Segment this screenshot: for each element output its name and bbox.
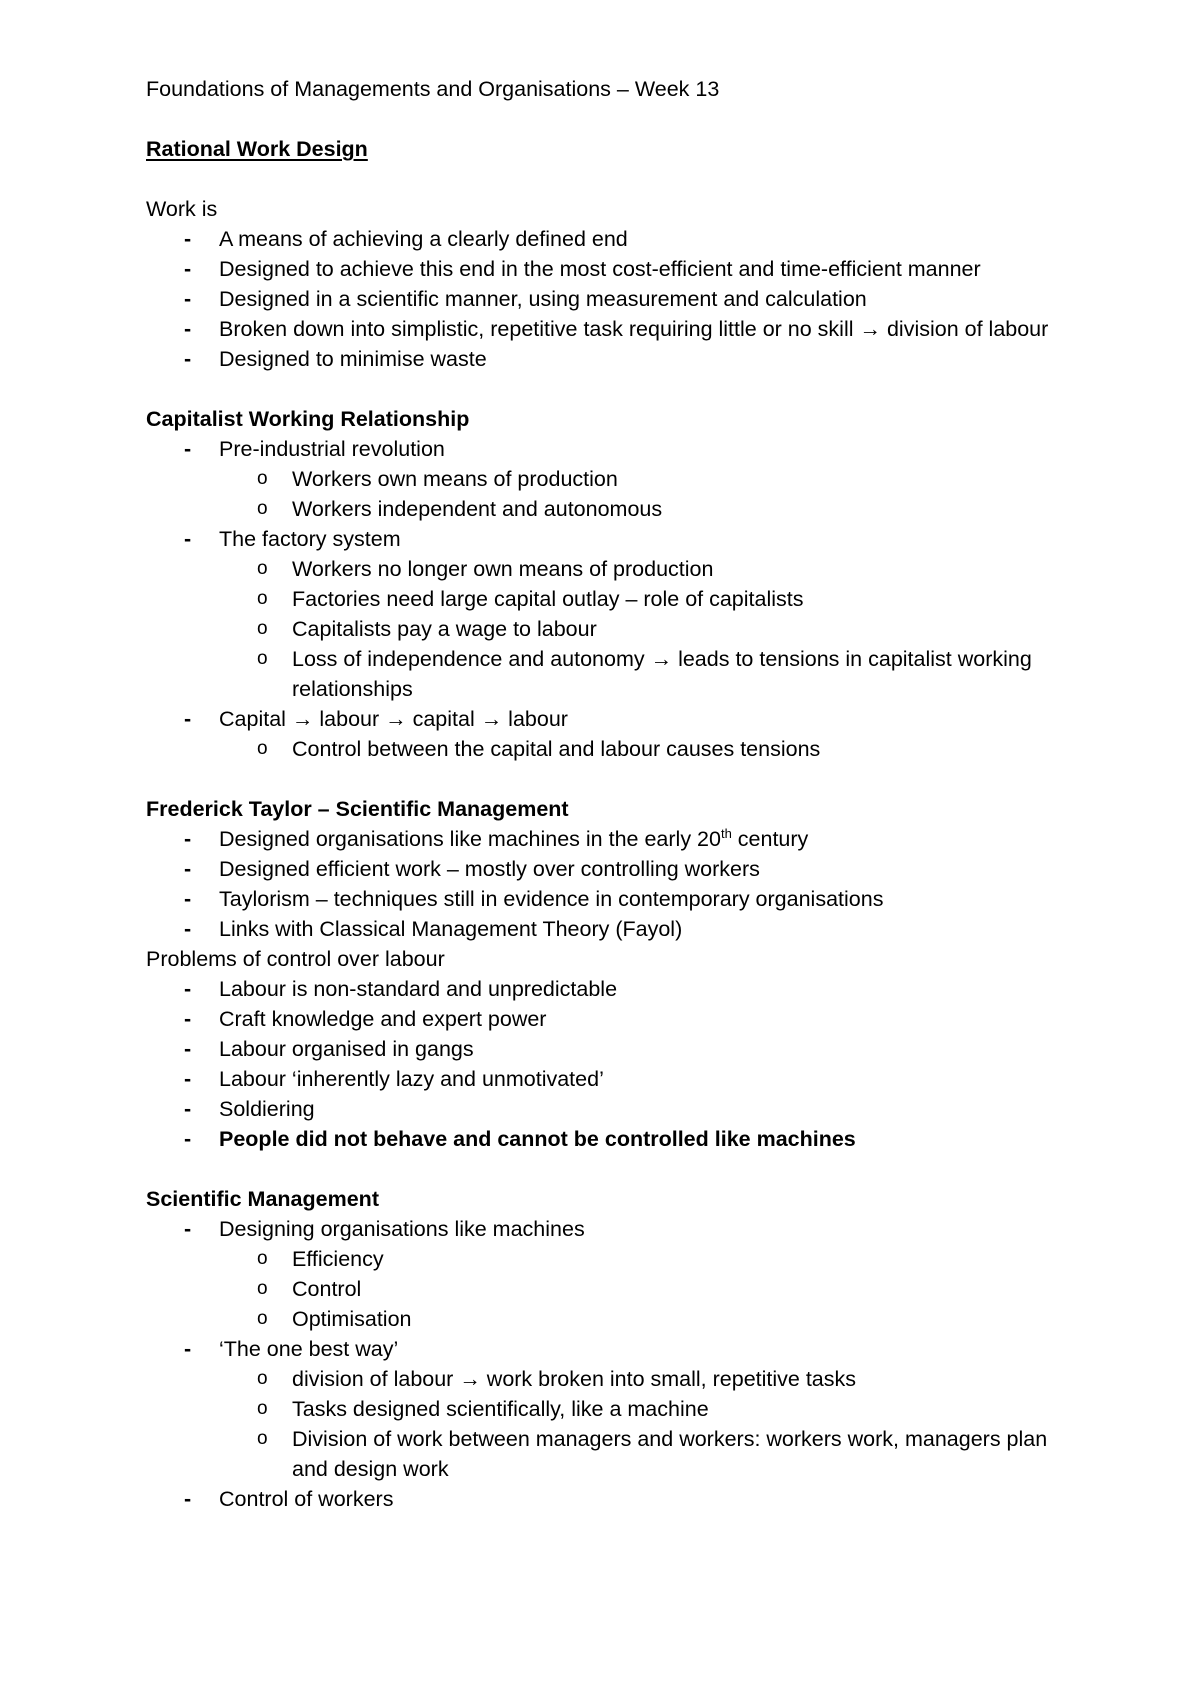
spacer <box>146 104 1080 134</box>
list-item-text: Craft knowledge and expert power <box>219 1007 547 1031</box>
sub-list-item-text: Workers own means of production <box>292 467 618 491</box>
dash-bullet: - <box>184 1217 192 1241</box>
list-item-text: The factory system <box>219 527 401 551</box>
circle-bullet: o <box>257 1428 268 1449</box>
dash-bullet: - <box>184 707 192 731</box>
sub-list-item-text: Tasks designed scientifically, like a machine <box>292 1397 709 1421</box>
list-item <box>146 1214 1080 1334</box>
list-item <box>146 344 1080 374</box>
scientific-list <box>146 1214 1080 1514</box>
problems-list <box>146 974 1080 1154</box>
list-item-text: People did not behave and cannot be controlled like machines <box>219 1127 856 1151</box>
dash-bullet: - <box>184 1097 192 1121</box>
sub-list-item <box>219 494 1080 524</box>
sub-list <box>219 464 1080 524</box>
heading-rational-work-design: Rational Work Design <box>146 137 368 161</box>
list-item-text: Labour organised in gangs <box>219 1037 474 1061</box>
spacer <box>146 764 1080 794</box>
circle-bullet: o <box>257 558 268 579</box>
list-item-text: Designed efficient work – mostly over controlling workers <box>219 857 760 881</box>
circle-bullet: o <box>257 738 268 759</box>
list-item-text: Broken down into simplistic, repetitive task requiring little or no skill → division of labour <box>219 317 1049 341</box>
superscript-th: th <box>720 825 732 841</box>
list-item-text: Taylorism – techniques still in evidence in contemporary organisations <box>219 887 884 911</box>
sub-list-item <box>219 584 1080 614</box>
sub-list <box>219 554 1080 704</box>
spacer <box>146 1154 1080 1184</box>
circle-bullet: o <box>257 648 268 669</box>
list-item-bold <box>146 1124 1080 1154</box>
taylor-list <box>146 824 1080 944</box>
list-item-text: Links with Classical Management Theory (Fayol) <box>219 917 683 941</box>
circle-bullet: o <box>257 1398 268 1419</box>
dash-bullet: - <box>184 1337 192 1361</box>
work-is-intro: Work is <box>146 197 218 221</box>
list-item-text: Designing organisations like machines <box>219 1217 585 1241</box>
heading-problems-of-control: Problems of control over labour <box>146 947 445 971</box>
list-item <box>146 1094 1080 1124</box>
list-item <box>146 824 1080 854</box>
sub-list-item <box>219 1364 1080 1394</box>
dash-bullet: - <box>184 827 192 851</box>
list-item <box>146 314 1080 344</box>
list-item-text: Labour is non-standard and unpredictable <box>219 977 618 1001</box>
sub-list <box>219 1244 1080 1334</box>
list-item <box>146 704 1080 764</box>
circle-bullet: o <box>257 1368 268 1389</box>
circle-bullet: o <box>257 1248 268 1269</box>
sub-list-item-text: Division of work between managers and workers: workers work, managers plan and design work <box>292 1427 1048 1481</box>
sub-list-item-text: division of labour → work broken into small, repetitive tasks <box>292 1367 857 1391</box>
circle-bullet: o <box>257 498 268 519</box>
list-item <box>146 224 1080 254</box>
dash-bullet: - <box>184 1067 192 1091</box>
dash-bullet: - <box>184 1007 192 1031</box>
sub-list-item <box>219 554 1080 584</box>
dash-bullet: - <box>184 1037 192 1061</box>
dash-bullet: - <box>184 887 192 911</box>
dash-bullet: - <box>184 527 192 551</box>
list-item <box>146 1004 1080 1034</box>
dash-bullet: - <box>184 437 192 461</box>
dash-bullet: - <box>184 857 192 881</box>
sub-list-item <box>219 614 1080 644</box>
circle-bullet: o <box>257 1278 268 1299</box>
dash-bullet: - <box>184 317 192 341</box>
sub-list-item <box>219 644 1080 704</box>
heading-scientific-management: Scientific Management <box>146 1187 379 1211</box>
sub-list-item <box>219 1304 1080 1334</box>
sub-list-item <box>219 1244 1080 1274</box>
sub-list <box>219 1364 1080 1484</box>
dash-bullet: - <box>184 257 192 281</box>
dash-bullet: - <box>184 227 192 251</box>
circle-bullet: o <box>257 468 268 489</box>
list-item <box>146 524 1080 704</box>
heading-capitalist-working-relationship: Capitalist Working Relationship <box>146 407 470 431</box>
spacer <box>146 374 1080 404</box>
sub-list-item <box>219 1274 1080 1304</box>
sub-list-item-text: Workers independent and autonomous <box>292 497 663 521</box>
sub-list-item-text: Control <box>292 1277 362 1301</box>
list-item <box>146 1034 1080 1064</box>
dash-bullet: - <box>184 1127 192 1151</box>
list-item-text: A means of achieving a clearly defined end <box>219 227 628 251</box>
list-item <box>146 914 1080 944</box>
dash-bullet: - <box>184 1487 192 1511</box>
sub-list-item-text: Control between the capital and labour causes tensions <box>292 737 821 761</box>
dash-bullet: - <box>184 977 192 1001</box>
dash-bullet: - <box>184 917 192 941</box>
list-item-text: Pre-industrial revolution <box>219 437 445 461</box>
sub-list-item-text: Optimisation <box>292 1307 412 1331</box>
sub-list-item-text: Workers no longer own means of production <box>292 557 714 581</box>
list-item <box>146 884 1080 914</box>
list-item-text: Control of workers <box>219 1487 394 1511</box>
list-item <box>146 1484 1080 1514</box>
capitalist-list <box>146 434 1080 764</box>
circle-bullet: o <box>257 588 268 609</box>
rational-work-design-list <box>146 224 1080 374</box>
list-item-text: Designed to achieve this end in the most cost-efficient and time-efficient manner <box>219 257 981 281</box>
list-item <box>146 254 1080 284</box>
list-item-text: Designed in a scientific manner, using measurement and calculation <box>219 287 867 311</box>
list-item-text-end: century <box>731 827 809 851</box>
document-title: Foundations of Managements and Organisations – Week 13 <box>146 77 720 101</box>
list-item-text: Capital → labour → capital → labour <box>219 707 568 731</box>
list-item <box>146 434 1080 524</box>
list-item-text: Labour ‘inherently lazy and unmotivated’ <box>219 1067 604 1091</box>
list-item <box>146 974 1080 1004</box>
dash-bullet: - <box>184 347 192 371</box>
list-item <box>146 854 1080 884</box>
sub-list-item-text: Capitalists pay a wage to labour <box>292 617 597 641</box>
sub-list-item <box>219 734 1080 764</box>
sub-list-item-text: Efficiency <box>292 1247 384 1271</box>
sub-list-item-text: Loss of independence and autonomy → leads to tensions in capitalist working relationships <box>292 647 1032 701</box>
sub-list-item-text: Factories need large capital outlay – role of capitalists <box>292 587 804 611</box>
sub-list <box>219 734 1080 764</box>
list-item-text: ‘The one best way’ <box>219 1337 399 1361</box>
dash-bullet: - <box>184 287 192 311</box>
list-item-text: Designed organisations like machines in the early 20 <box>219 827 721 851</box>
sub-list-item <box>219 464 1080 494</box>
spacer <box>146 164 1080 194</box>
list-item <box>146 1064 1080 1094</box>
circle-bullet: o <box>257 618 268 639</box>
heading-frederick-taylor: Frederick Taylor – Scientific Management <box>146 797 569 821</box>
list-item <box>146 284 1080 314</box>
sub-list-item <box>219 1424 1080 1484</box>
list-item <box>146 1334 1080 1484</box>
list-item-text: Soldiering <box>219 1097 315 1121</box>
list-item-text: Designed to minimise waste <box>219 347 487 371</box>
sub-list-item <box>219 1394 1080 1424</box>
circle-bullet: o <box>257 1308 268 1329</box>
